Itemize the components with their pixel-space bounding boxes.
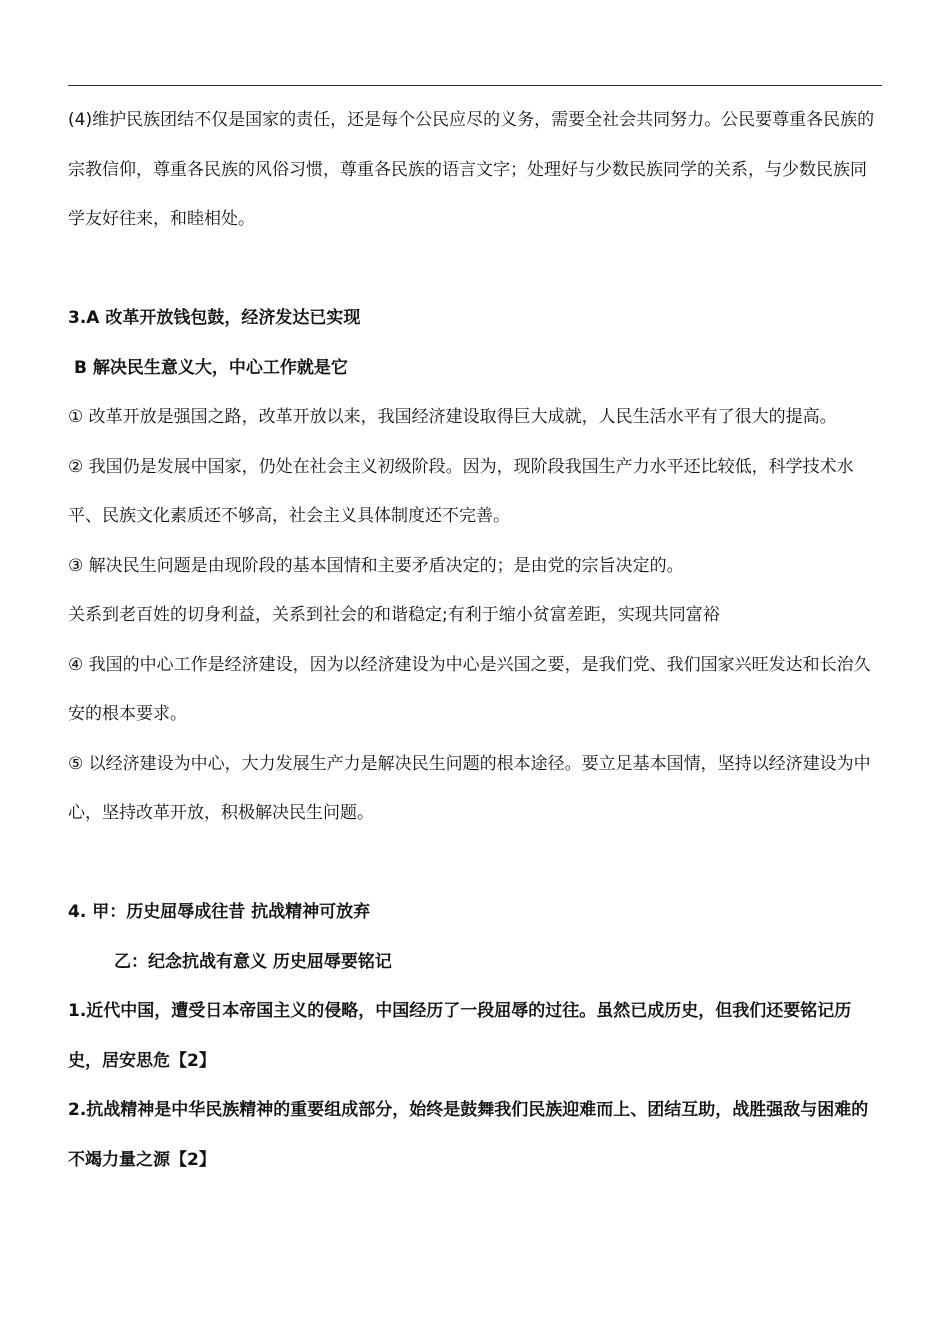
heading-3a: 3.A 改革开放钱包鼓，经济发达已实现 xyxy=(68,308,361,328)
document-body xyxy=(68,96,882,1185)
header-rule xyxy=(68,85,882,86)
list-item-2: ② 我国仍是发展中国家，仍处在社会主义初级阶段。因为，现阶段我国生产力水平还比较低，科学技术水平、民族文化素质还不够高，社会主义具体制度还不完善。 xyxy=(68,456,854,526)
list-item-5: ⑤ 以经济建设为中心，大力发展生产力是解决民生问题的根本途径。要立足基本国情，坚持以经济建设为中心，坚持改革开放，积极解决民生问题。 xyxy=(68,753,871,823)
list-item-3: ③ 解决民生问题是由现阶段的基本国情和主要矛盾决定的；是由党的宗旨决定的。 xyxy=(68,555,684,576)
heading-4-yi: 乙：纪念抗战有意义 历史屈辱要铭记 xyxy=(114,951,392,972)
heading-4-jia: 4. 甲：历史屈辱成往昔 抗战精神可放弃 xyxy=(68,902,371,922)
paragraph-2-4: (4)维护民族团结不仅是国家的责任，还是每个公民应尽的义务，需要全社会共同努力。公民要尊重各民族的宗教信仰，尊重各民族的风俗习惯，尊重各民族的语言文字；处理好与少数民族同学的关系，与少数民族同学友好往来，和睦相处。 xyxy=(68,110,875,229)
point-1: 1.近代中国，遭受日本帝国主义的侵略，中国经历了一段屈辱的过往。虽然已成历史，但我们还要铭记历史，居安思危【2】 xyxy=(68,1001,852,1071)
spacer xyxy=(68,245,882,295)
heading-3b: B 解决民生意义大，中心工作就是它 xyxy=(74,357,348,378)
list-item-1: ① 改革开放是强国之路，改革开放以来，我国经济建设取得巨大成就，人民生活水平有了很大的提高。 xyxy=(68,407,837,427)
spacer xyxy=(68,839,882,889)
list-item-3-note: 关系到老百姓的切身利益，关系到社会的和谐稳定;有利于缩小贫富差距，实现共同富裕 xyxy=(68,605,720,625)
point-2: 2.抗战精神是中华民族精神的重要组成部分，始终是鼓舞我们民族迎难而上、团结互助，战胜强敌与困难的不竭力量之源【2】 xyxy=(68,1100,869,1170)
list-item-4: ④ 我国的中心工作是经济建设，因为以经济建设为中心是兴国之要，是我们党、我们国家兴旺发达和长治久安的根本要求。 xyxy=(68,654,871,724)
